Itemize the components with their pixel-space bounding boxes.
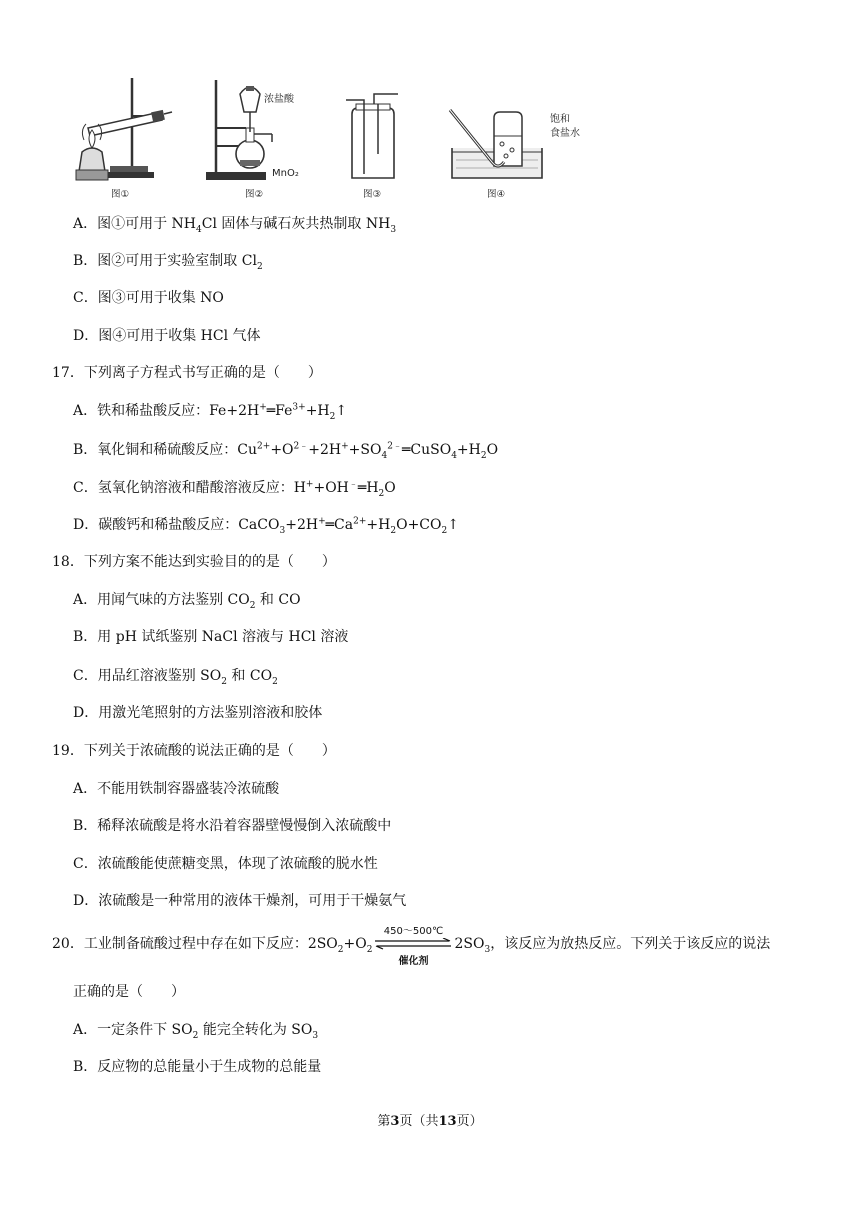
- q19-stem: 19．下列关于浓硫酸的说法正确的是（ ）: [52, 743, 336, 759]
- figure-2-label-mno2: MnO₂: [272, 168, 299, 179]
- q17-b-m4: ═CuSO: [401, 442, 452, 458]
- q20-end: ，该反应为放热反应。下列关于该反应的说法: [490, 936, 771, 952]
- figure-4-label-line2: 食盐水: [550, 128, 580, 139]
- page-footer: [0, 1110, 860, 1129]
- figure-2: [202, 74, 314, 200]
- q18-c-sub2: 2: [272, 676, 278, 687]
- q17-b-sup4: 2﹣: [387, 441, 402, 452]
- q17-d-m2: ═Ca: [325, 517, 354, 533]
- q17-c-sup2: ﹣: [348, 479, 358, 490]
- q17-a-pre: A．铁和稀盐酸反应：Fe+2H: [73, 403, 260, 419]
- q16-option-c[interactable]: C．图③可用于收集 NO: [73, 290, 224, 306]
- q20-option-b[interactable]: B．反应物的总能量小于生成物的总能量: [73, 1059, 322, 1075]
- q20-option-a[interactable]: [73, 1020, 318, 1040]
- q17-c-pre: C．氢氧化钠溶液和醋酸溶液反应：H: [73, 480, 306, 496]
- q17-b-m3: +SO: [348, 442, 382, 458]
- q17-d-sup2: 2+: [353, 516, 367, 527]
- q18-c-sub1: 2: [221, 676, 227, 687]
- q20-stem-cont: 正确的是（ ）: [73, 984, 185, 1000]
- q17-a-end: ↑: [335, 403, 348, 419]
- footer-pre: 第: [377, 1114, 391, 1129]
- q17-a-m1: ═Fe: [266, 403, 293, 419]
- reaction-condition-temperature: 450～500℃: [383, 926, 444, 937]
- q17-option-c[interactable]: [73, 478, 396, 498]
- q20-sub3: 3: [484, 944, 491, 955]
- figure-2-caption: 图②: [244, 189, 264, 200]
- figure-4-label-line1: 饱和: [550, 114, 570, 125]
- q17-d-sub2: 2: [390, 525, 397, 536]
- q17-b-m2: +2H: [308, 442, 342, 458]
- figure-3-apparatus-drawing: [338, 74, 408, 184]
- q17-d-m4: O+CO: [396, 517, 442, 533]
- q17-b-sub3: 2: [480, 450, 487, 461]
- q17-c-m2: ═H: [357, 480, 379, 496]
- q18-stem: 18．下列方案不能达到实验目的的是（ ）: [52, 554, 336, 570]
- q18-option-c[interactable]: [73, 666, 278, 686]
- q17-b-sup2: 2﹣: [293, 441, 309, 452]
- q18-a-sub1: 2: [249, 600, 256, 611]
- q16-option-d[interactable]: D．图④可用于收集 HCl 气体: [73, 328, 261, 344]
- q17-option-d[interactable]: [73, 515, 459, 535]
- figure-1: [70, 74, 180, 200]
- q20-stem: [52, 926, 771, 967]
- q16-b-text: B．图②可用于实验室制取 Cl: [73, 253, 257, 269]
- q20-a-sub2: 3: [312, 1030, 319, 1041]
- figure-4: [442, 74, 580, 200]
- q20-a-mid: 能完全转化为 SO: [198, 1022, 313, 1038]
- figure-4-caption: 图④: [486, 189, 506, 200]
- q17-d-pre: D．碳酸钙和稀盐酸反应：CaCO: [73, 517, 280, 533]
- q20-m1: +O: [343, 936, 367, 952]
- q16-a-sub1: 4: [196, 224, 202, 235]
- q17-b-m1: +O: [270, 442, 294, 458]
- reaction-condition: [373, 926, 453, 967]
- q20-sub2: 2: [366, 944, 373, 955]
- q18-c-pre: C．用品红溶液鉴别 SO: [73, 668, 222, 684]
- figure-1-caption: 图①: [110, 189, 130, 200]
- q18-a-pre: A．用闻气味的方法鉴别 CO: [73, 592, 250, 608]
- q17-c-sub1: 2: [378, 488, 385, 499]
- q17-c-m1: +OH: [313, 480, 349, 496]
- figure-4-apparatus-drawing: [442, 74, 552, 184]
- q20-m2: 2SO: [454, 936, 485, 952]
- q17-a-sup1: +: [259, 402, 267, 413]
- q20-a-pre: A．一定条件下 SO: [73, 1022, 193, 1038]
- footer-end: 页）: [456, 1114, 483, 1129]
- q17-b-m5: +H: [456, 442, 481, 458]
- q17-stem: 17．下列离子方程式书写正确的是（ ）: [52, 365, 322, 381]
- q17-c-end: O: [384, 480, 396, 496]
- footer-total-pages: 13: [438, 1114, 457, 1129]
- q17-option-b[interactable]: [73, 440, 498, 460]
- q18-c-mid: 和 CO: [226, 668, 273, 684]
- q16-option-a[interactable]: [73, 214, 396, 234]
- q17-c-sup1: +: [305, 479, 314, 490]
- q17-option-a[interactable]: [73, 401, 347, 421]
- q17-d-m3: +H: [366, 517, 391, 533]
- q17-a-m2: +H: [305, 403, 330, 419]
- q20-pre: 20．工业制备硫酸过程中存在如下反应：2SO: [52, 936, 338, 952]
- q19-option-c[interactable]: C．浓硫酸能使蔗糖变黑，体现了浓硫酸的脱水性: [73, 856, 378, 872]
- q17-b-sup3: +: [341, 441, 349, 452]
- q17-a-sub1: 2: [329, 411, 336, 422]
- q17-b-sub2: 4: [451, 450, 457, 461]
- q17-b-sup1: 2+: [257, 441, 271, 452]
- q20-a-sub1: 2: [192, 1030, 199, 1041]
- q17-b-end: O: [486, 442, 499, 458]
- q17-d-sub3: 2: [441, 525, 448, 536]
- q17-d-sup1: +: [318, 516, 326, 527]
- figure-3-caption: 图③: [362, 189, 382, 200]
- q16-a-sub2: 3: [390, 224, 397, 235]
- q16-b-sub1: 2: [256, 261, 263, 272]
- q17-b-pre: B．氧化铜和稀硫酸反应：Cu: [73, 442, 258, 458]
- q17-d-end: ↑: [447, 517, 459, 533]
- q18-option-a[interactable]: [73, 590, 301, 610]
- q19-option-b[interactable]: B．稀释浓硫酸是将水沿着容器壁慢慢倒入浓硫酸中: [73, 818, 392, 834]
- reaction-condition-catalyst: 催化剂: [398, 956, 429, 967]
- footer-mid: 页（共: [399, 1114, 439, 1129]
- q17-a-sup2: 3+: [292, 402, 306, 413]
- q20-sub1: 2: [337, 944, 344, 955]
- q17-b-sub1: 4: [381, 450, 388, 461]
- q16-option-b[interactable]: [73, 251, 263, 271]
- q19-option-d[interactable]: D．浓硫酸是一种常用的液体干燥剂，可用于干燥氨气: [73, 893, 407, 909]
- reversible-arrow-icon: [373, 938, 453, 950]
- figure-2-label-acid: 浓盐酸: [264, 94, 294, 105]
- q19-option-a[interactable]: A．不能用铁制容器盛装冷浓硫酸: [73, 781, 280, 797]
- apparatus-figures: [66, 74, 626, 202]
- q16-a-text: A．图①可用于 NH: [73, 216, 197, 232]
- figure-1-apparatus-drawing: [70, 74, 180, 184]
- q18-option-d[interactable]: D．用激光笔照射的方法鉴别溶液和胶体: [73, 705, 323, 721]
- q16-a-mid: Cl 固体与碱石灰共热制取 NH: [201, 216, 391, 232]
- q17-d-m1: +2H: [285, 517, 319, 533]
- q18-a-end: 和 CO: [255, 592, 301, 608]
- q17-d-sub1: 3: [279, 525, 286, 536]
- footer-page-number: 3: [390, 1114, 400, 1129]
- q18-option-b[interactable]: B．用 pH 试纸鉴别 NaCl 溶液与 HCl 溶液: [73, 629, 349, 645]
- figure-3: [338, 74, 408, 200]
